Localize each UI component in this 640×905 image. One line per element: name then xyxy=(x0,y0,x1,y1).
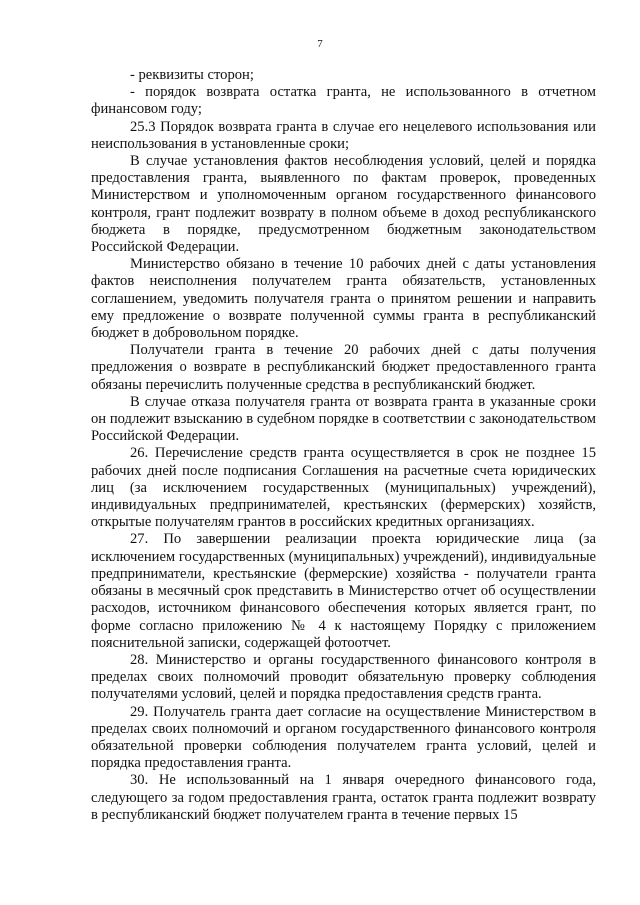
paragraph-25-3: 25.3 Порядок возврата гранта в случае его нецелевого использования или неиспользования в установленные сроки; xyxy=(91,118,596,152)
paragraph-court-recovery: В случае отказа получателя гранта от возврата гранта в указанные сроки он подлежит взысканию в судебном порядке в соответствии с законодательством Российской Федерации. xyxy=(91,393,596,445)
paragraph-violation-return: В случае установления фактов несоблюдения условий, целей и порядка предоставления гранта, выявленного по фактам проверок, проведенных Министерством и уполномоченным органом государственного финансового контроля, грант подлежит возврату в полном объеме в доход республиканского бюджета в порядке, предусмотренном бюджетным законодательством Российской Федерации. xyxy=(91,153,596,256)
paragraph-recipient-transfer: Получатели гранта в течение 20 рабочих дней с даты получения предложения о возврате в республиканский бюджет предоставленного гранта обязаны перечислить полученные средства в республиканский бюджет. xyxy=(91,342,596,393)
page-number: 7 xyxy=(317,38,323,50)
paragraph-30: 30. Не использованный на 1 января очередного финансового года, следующего за годом предоставления гранта, остаток гранта подлежит возврату в республиканский бюджет получателем гранта в течение первых 15 xyxy=(91,772,596,823)
paragraph-27: 27. По завершении реализации проекта юридические лица (за исключением государственных (муниципальных) учреждений), индивидуальные предприниматели, крестьянские (фермерские) хозяйства - получатели гранта обязаны в месячный срок представить в Министерство отчет об осуществлении расходов, источником финансового обеспечения которых является грант, по форме согласно приложению № 4 к настоящему Порядку с приложением пояснительной записки, содержащей фотоотчет. xyxy=(91,531,596,651)
paragraph-return-order: - порядок возврата остатка гранта, не использованного в отчетном финансовом году; xyxy=(91,84,596,118)
paragraph-requisites: - реквизиты сторон; xyxy=(130,67,254,83)
paragraph-28: 28. Министерство и органы государственного финансового контроля в пределах своих полномочий проводит обязательную проверку соблюдения получателями условий, целей и порядка предоставления средств гранта. xyxy=(91,651,596,703)
paragraph-ministry-notice: Министерство обязано в течение 10 рабочих дней с даты установления фактов неисполнения получателем гранта обязательств, установленных соглашением, уведомить получателя гранта о принятом решении и направить ему предложение о возврате полученной суммы гранта в республиканский бюджет в добровольном порядке. xyxy=(91,256,596,342)
document-body xyxy=(91,67,596,824)
paragraph-29: 29. Получатель гранта дает согласие на осуществление Министерством в пределах своих полномочий и органом государственного финансового контроля обязательной проверки соблюдения получателем гранта условий, целей и порядка предоставления гранта. xyxy=(91,703,596,772)
paragraph-26: 26. Перечисление средств гранта осуществляется в срок не позднее 15 рабочих дней после подписания Соглашения на расчетные счета юридических лиц (за исключением государственных (муниципальных) учреждений), индивидуальных предпринимателей, крестьянских (фермерских) хозяйств, открытые получателям грантов в российских кредитных организациях. xyxy=(91,445,596,531)
